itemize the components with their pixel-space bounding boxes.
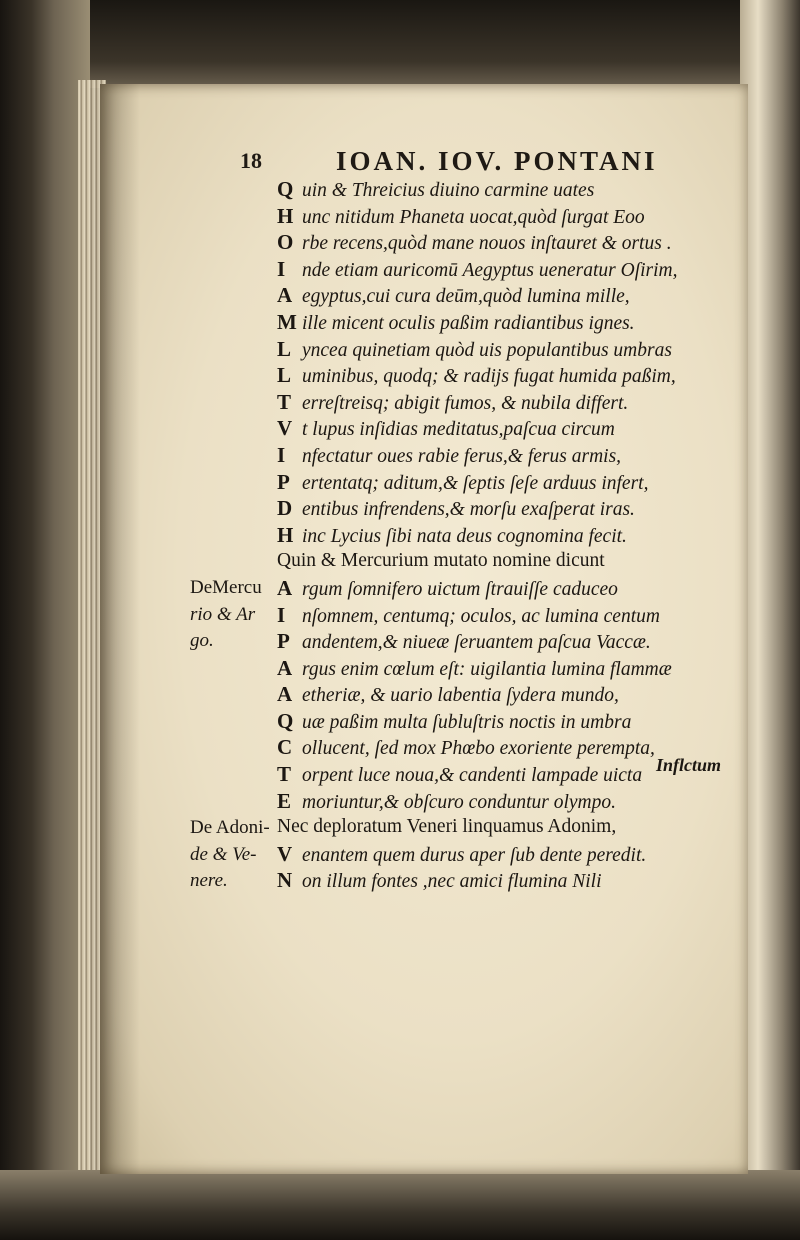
margin-note-mercurio: [190, 575, 282, 655]
verse-line: [277, 442, 717, 469]
verse-text: enantem quem durus aper ſub dente peredit.: [302, 844, 647, 866]
verse-initial: N: [277, 868, 293, 893]
verse-line: [277, 788, 717, 815]
margin-note-line: go.: [190, 630, 214, 652]
verse-initial: A: [277, 283, 293, 308]
verse-text: Quin & Mercurium mutato nomine dicunt: [277, 550, 605, 572]
verse-block: [277, 176, 717, 894]
running-head: IOAN. IOV. PONTANI: [336, 146, 658, 176]
verse-line: [277, 256, 717, 283]
verse-line: [277, 655, 717, 682]
verse-initial: V: [277, 416, 293, 441]
scan-background-top: [0, 0, 800, 88]
verse-line: [277, 602, 717, 629]
verse-initial: H: [277, 522, 294, 547]
verse-initial: C: [277, 735, 293, 760]
verse-initial: T: [277, 389, 292, 414]
verse-text: rgum ſomnifero uictum ſtrauiſſe caduceo: [302, 578, 618, 600]
verse-initial: I: [277, 602, 286, 627]
verse-text: egyptus,cui cura deūm,quòd lumina mille,: [302, 286, 630, 308]
scan-background-right: [740, 0, 800, 1240]
verse-text: nde etiam auricomū Aegyptus ueneratur Oſirim,: [302, 259, 678, 281]
margin-note-line: DeMercu: [190, 577, 262, 598]
verse-text: uæ paßim multa ſubluſtris noctis in umbra: [302, 711, 632, 733]
verse-line: [277, 362, 717, 389]
verse-line: [277, 548, 717, 575]
verse-text: entibus infrendens,& morſu exaſperat iras.: [302, 499, 635, 521]
scan-background-bottom: [0, 1170, 800, 1240]
verse-initial: P: [277, 469, 290, 494]
verse-text: inc Lycius ſibi nata deus cognomina fecit.: [302, 525, 627, 547]
folio-number: 18: [240, 148, 262, 173]
verse-initial: Q: [277, 177, 294, 201]
verse-text: andentem,& niueæ ſeruantem paſcua Vaccæ.: [302, 632, 651, 654]
verse-text: orpent luce noua,& candenti lampade uicta: [302, 765, 643, 787]
gutter-shadow: [100, 84, 140, 1174]
verse-initial: V: [277, 841, 293, 866]
verse-line: [277, 708, 717, 735]
verse-text: unc nitidum Phaneta uocat,quòd ſurgat Eoo: [302, 206, 645, 228]
verse-line: [277, 203, 717, 230]
verse-initial: A: [277, 655, 293, 680]
verse-initial: A: [277, 682, 293, 707]
verse-text: nſomnem, centumq; oculos, ac lumina centum: [302, 605, 660, 627]
margin-note-line: rio & Ar: [190, 603, 256, 625]
verse-text: yncea quinetiam quòd uis populantibus umbras: [302, 339, 672, 361]
verse-initial: Q: [277, 708, 294, 733]
verse-text: moriuntur,& obſcuro conduntur olympo.: [302, 791, 616, 813]
verse-text: uin & Threicius diuino carmine uates: [302, 180, 595, 201]
verse-initial: L: [277, 336, 292, 361]
verse-line: [277, 575, 717, 602]
verse-line: [277, 841, 717, 868]
verse-line: [277, 814, 717, 841]
verse-line: [277, 495, 717, 522]
verse-line: [277, 282, 717, 309]
scan-background-left: [0, 0, 90, 1240]
verse-text: ertentatq; aditum,& ſeptis ſeſe arduus infert,: [302, 472, 649, 494]
margin-note-adonide: [190, 815, 282, 895]
verse-initial: O: [277, 230, 294, 255]
margin-note-line: De Adoni-: [190, 817, 270, 838]
verse-text: Nec deploratum Veneri linquamus Adonim,: [277, 816, 617, 838]
verse-line: [277, 415, 717, 442]
verse-initial: E: [277, 788, 292, 813]
verse-line: [277, 681, 717, 708]
verse-initial: P: [277, 629, 290, 654]
verse-initial: L: [277, 363, 292, 388]
catchword: Inflctum: [656, 755, 722, 775]
verse-line: [277, 522, 717, 549]
verse-text: erreſtreisq; abigit fumos, & nubila differt.: [302, 392, 629, 414]
verse-line: [277, 389, 717, 416]
margin-note-line: de & Ve-: [190, 843, 257, 865]
verse-initial: T: [277, 762, 292, 787]
verse-initial: A: [277, 575, 293, 600]
verse-text: rgus enim cœlum eſt: uigilantia lumina flammæ: [302, 658, 672, 680]
verse-initial: I: [277, 442, 286, 467]
verse-line: [277, 176, 717, 203]
verse-line: [277, 229, 717, 256]
verse-text: uminibus, quodq; & radijs fugat humida paßim,: [302, 366, 676, 388]
verse-text: nfectatur oues rabie ferus,& ferus armis,: [302, 445, 622, 467]
verse-line: [277, 336, 717, 363]
verse-initial: H: [277, 203, 294, 228]
verse-line: [277, 309, 717, 336]
verse-line: [277, 734, 717, 761]
verse-initial: I: [277, 256, 286, 281]
margin-note-line: nere.: [190, 870, 228, 892]
verse-line: [277, 761, 717, 788]
verse-line: [277, 628, 717, 655]
verse-text: rbe recens,quòd mane nouos inſtauret & ortus .: [302, 233, 672, 255]
verse-initial: M: [277, 309, 297, 334]
verse-line: [277, 469, 717, 496]
verse-text: ille micent oculis paßim radiantibus ignes.: [302, 312, 635, 334]
verse-text: t lupus inſidias meditatus,paſcua circum: [302, 419, 615, 441]
verse-initial: D: [277, 496, 293, 521]
verse-line: [277, 867, 717, 894]
verse-text: etheriæ, & uario labentia ſydera mundo,: [302, 685, 619, 707]
verse-text: ollucent, ſed mox Phœbo exoriente perempta,: [302, 738, 655, 760]
verse-text: on illum fontes ,nec amici flumina Nili: [302, 871, 602, 893]
